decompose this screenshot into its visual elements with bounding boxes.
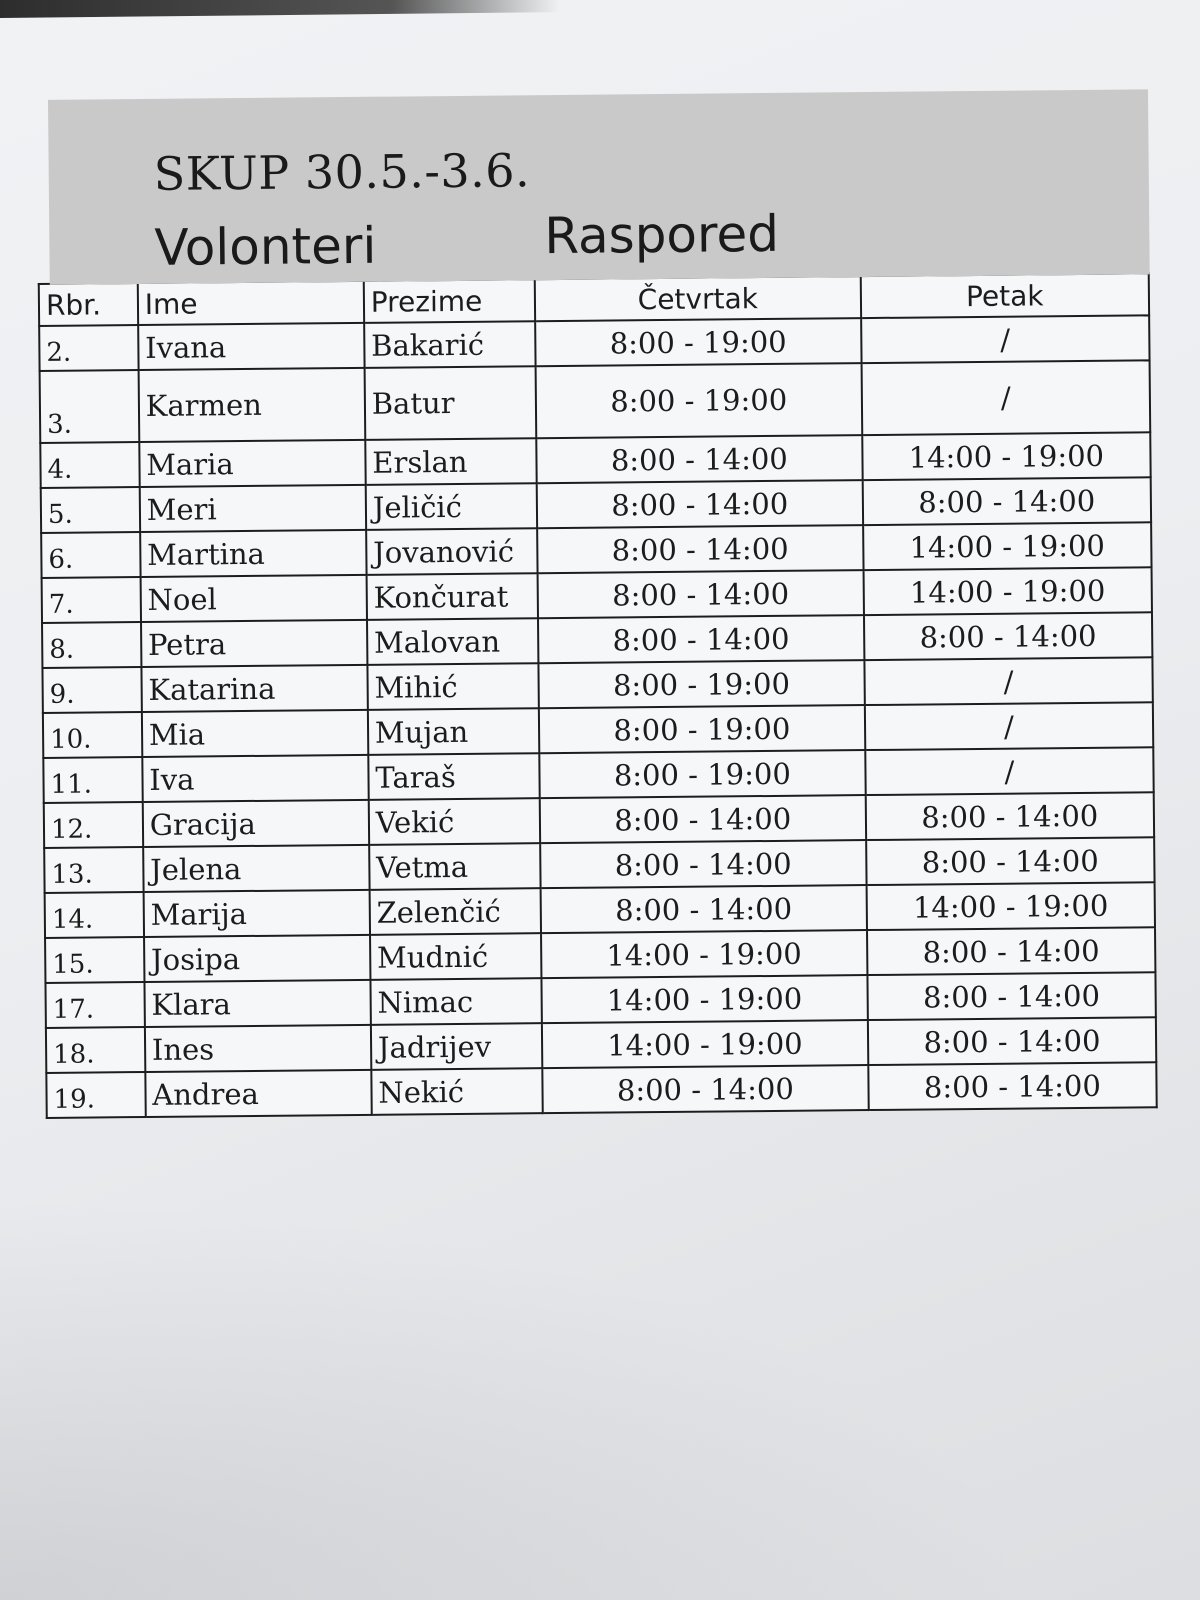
cell-prezime: Jovanović <box>366 528 538 575</box>
cell-prezime: Mudnić <box>370 933 542 980</box>
cell-prezime: Malovan <box>367 618 539 665</box>
cell-prezime: Erslan <box>365 438 537 485</box>
cell-rbr: 10. <box>43 712 142 758</box>
cell-rbr: 6. <box>41 532 140 578</box>
table-body <box>39 315 1157 1118</box>
cell-rbr: 11. <box>43 757 142 803</box>
column-header-rbr: Rbr. <box>39 283 138 326</box>
cell-petak: 8:00 - 14:00 <box>867 972 1156 1020</box>
cell-ime: Klara <box>144 980 370 1027</box>
cell-prezime: Bakarić <box>364 321 536 368</box>
cell-ime: Meri <box>139 485 365 532</box>
cell-ime: Martina <box>140 530 366 577</box>
cell-rbr: 3. <box>40 370 139 443</box>
cell-ime: Marija <box>143 890 369 937</box>
cell-petak: 8:00 - 14:00 <box>867 927 1156 975</box>
cell-cetvrtak: 14:00 - 19:00 <box>541 930 867 978</box>
cell-prezime: Vekić <box>369 798 541 845</box>
cell-prezime: Zelenčić <box>369 888 541 935</box>
cell-ime: Iva <box>142 755 368 802</box>
cell-ime: Josipa <box>144 935 370 982</box>
cell-ime: Mia <box>142 710 368 757</box>
cell-cetvrtak: 14:00 - 19:00 <box>542 1020 868 1068</box>
header-block <box>48 89 1150 285</box>
cell-ime: Gracija <box>143 800 369 847</box>
cell-rbr: 19. <box>46 1072 145 1118</box>
cell-ime: Karmen <box>138 368 365 442</box>
cell-petak: 14:00 - 19:00 <box>863 522 1152 570</box>
cell-cetvrtak: 14:00 - 19:00 <box>541 975 867 1023</box>
cell-ime: Petra <box>141 620 367 667</box>
column-header-cetvrtak: Četvrtak <box>535 276 861 321</box>
cell-rbr: 12. <box>44 802 143 848</box>
cell-cetvrtak: 8:00 - 14:00 <box>537 570 863 618</box>
cell-cetvrtak: 8:00 - 19:00 <box>535 318 861 366</box>
cell-ime: Noel <box>140 575 366 622</box>
cell-rbr: 5. <box>41 487 140 533</box>
cell-rbr: 14. <box>45 892 144 938</box>
page-title: SKUP 30.5.-3.6. <box>153 143 531 201</box>
cell-petak: 8:00 - 14:00 <box>865 792 1154 840</box>
cell-petak: / <box>861 360 1150 435</box>
cell-rbr: 2. <box>39 325 138 371</box>
cell-cetvrtak: 8:00 - 14:00 <box>540 885 866 933</box>
cell-petak: 8:00 - 14:00 <box>868 1017 1157 1065</box>
cell-cetvrtak: 8:00 - 14:00 <box>540 795 866 843</box>
subtitle-volunteers: Volonteri <box>154 216 377 277</box>
cell-prezime: Mihić <box>367 663 539 710</box>
cell-prezime: Jeličić <box>366 483 538 530</box>
cell-rbr: 18. <box>46 1027 145 1073</box>
cell-cetvrtak: 8:00 - 14:00 <box>542 1065 868 1113</box>
table-row <box>46 1062 1156 1118</box>
cell-petak: 8:00 - 14:00 <box>862 477 1151 525</box>
cell-cetvrtak: 8:00 - 14:00 <box>537 525 863 573</box>
cell-ime: Ines <box>145 1025 371 1072</box>
cell-cetvrtak: 8:00 - 14:00 <box>536 435 862 483</box>
paper-shadow <box>0 1130 1200 1600</box>
cell-petak: 8:00 - 14:00 <box>864 612 1153 660</box>
cell-ime: Jelena <box>143 845 369 892</box>
cell-rbr: 13. <box>44 847 143 893</box>
subtitle-schedule: Raspored <box>544 204 780 266</box>
schedule-sheet <box>36 89 1176 1119</box>
cell-rbr: 4. <box>40 442 139 488</box>
cell-petak: 14:00 - 19:00 <box>862 432 1151 480</box>
column-header-ime: Ime <box>138 281 364 325</box>
cell-petak: 14:00 - 19:00 <box>866 882 1155 930</box>
cell-prezime: Mujan <box>368 708 540 755</box>
cell-prezime: Končurat <box>366 573 538 620</box>
cell-petak: / <box>864 657 1153 705</box>
cell-rbr: 15. <box>45 937 144 983</box>
cell-petak: / <box>861 315 1150 363</box>
column-header-prezime: Prezime <box>364 279 535 323</box>
cell-cetvrtak: 8:00 - 14:00 <box>538 615 864 663</box>
cell-rbr: 17. <box>45 982 144 1028</box>
cell-rbr: 7. <box>42 577 141 623</box>
cell-petak: 8:00 - 14:00 <box>866 837 1155 885</box>
cell-cetvrtak: 8:00 - 14:00 <box>537 480 863 528</box>
cell-prezime: Nimac <box>370 978 542 1025</box>
cell-petak: / <box>865 702 1154 750</box>
cell-cetvrtak: 8:00 - 19:00 <box>539 750 865 798</box>
cell-prezime: Jadrijev <box>371 1023 543 1070</box>
cell-prezime: Nekić <box>371 1068 543 1115</box>
cell-prezime: Batur <box>364 366 536 440</box>
background-edge <box>0 0 560 18</box>
cell-prezime: Vetma <box>369 843 541 890</box>
cell-petak: / <box>865 747 1154 795</box>
table-row <box>40 360 1151 443</box>
schedule-table <box>38 272 1158 1119</box>
cell-cetvrtak: 8:00 - 19:00 <box>538 660 864 708</box>
cell-ime: Andrea <box>145 1070 371 1117</box>
cell-cetvrtak: 8:00 - 19:00 <box>539 705 865 753</box>
cell-cetvrtak: 8:00 - 14:00 <box>540 840 866 888</box>
cell-rbr: 8. <box>42 622 141 668</box>
column-header-petak: Petak <box>860 273 1149 318</box>
cell-ime: Katarina <box>141 665 367 712</box>
cell-ime: Maria <box>139 440 365 487</box>
cell-petak: 14:00 - 19:00 <box>863 567 1152 615</box>
cell-prezime: Taraš <box>368 753 540 800</box>
cell-ime: Ivana <box>138 323 364 370</box>
cell-rbr: 9. <box>42 667 141 713</box>
cell-cetvrtak: 8:00 - 19:00 <box>535 363 862 438</box>
cell-petak: 8:00 - 14:00 <box>868 1062 1157 1110</box>
